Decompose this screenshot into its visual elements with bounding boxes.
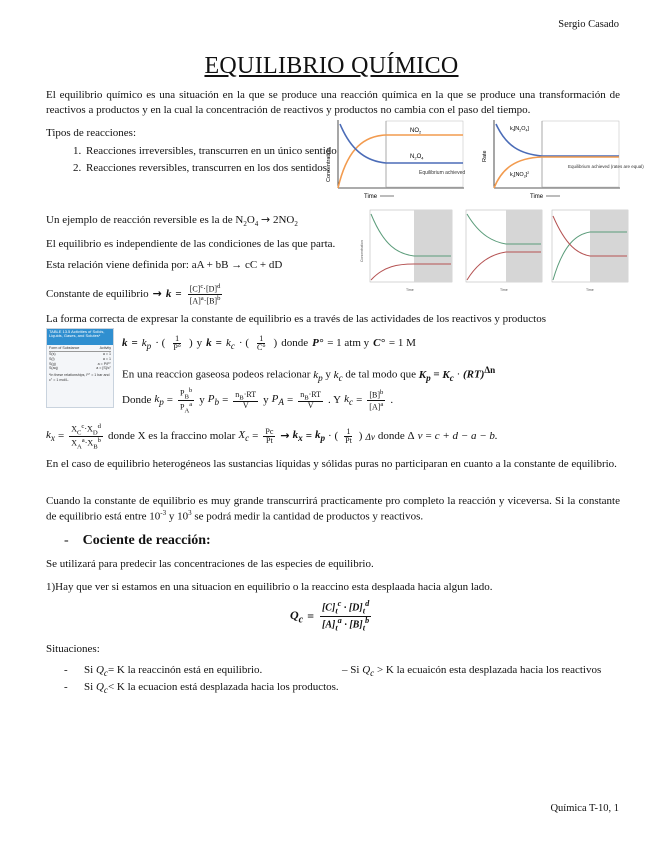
situations-heading: Situaciones: xyxy=(46,643,100,655)
svg-text:Concentration: Concentration xyxy=(360,240,364,262)
equilibrium-label: Equilibrium achieved (rates are equal) xyxy=(568,164,644,169)
equilibrium-constant-formula: Constante de equilibrio → k = $\frac{[C]^c\cdot[D]^d}{[A]^a\cdot[B]^b}$ xyxy=(46,283,221,306)
intro-paragraph: El equilibrio químico es una situación en la que se produce una reacción química en la que se produce una transformación de reactivos a productos y en la cual la concentración de reactivos y productos no cambia con el paso del tiempo. xyxy=(46,89,620,116)
list-item: - Si $Q_c< K$ la ecuacion está desplazada hacia los productos. xyxy=(64,680,624,697)
page-title: EQUILIBRIO QUÍMICO xyxy=(204,53,459,79)
x-axis-label: Time xyxy=(364,194,378,200)
y-axis-label: Concentration xyxy=(326,147,332,182)
list-item: 1. Reacciones irreversibles, transcurren en un único sentido xyxy=(84,144,354,159)
series-label-n2o4: $N_2O_4$ xyxy=(410,154,424,161)
author-name: Sergio Casado xyxy=(558,19,619,30)
svg-text:Time: Time xyxy=(586,288,594,292)
forward-rate-label: $k_f[N_2O_4]$ xyxy=(510,126,529,133)
concentration-plot-2 xyxy=(460,206,544,296)
partial-pressure-formulas: Donde $k_p$ = $\frac{P_B^b}{P_A^a}$ y $P_b$ = $\frac{n_B\cdot RT}{V}$ y $P_A$ = $\frac{n_B\cdot RT}{V}$ . Y $k_c$ = $\frac{[B]^b}{[A]^a}$ . xyxy=(122,387,394,415)
y-axis-label: Rate xyxy=(482,150,488,162)
independence-sentence: El equilibrio es independiente de las condiciones de las que parta. xyxy=(46,238,336,250)
reaction-quotient-formula: $Q_c$ = $\frac{[C]_t^c \cdot [D]_t^d}{[A]_t^a \cdot [B]_t^b}$ xyxy=(290,599,370,633)
list-item: - Si $Q_c= K$ la reaccinón está en equilibrio. xyxy=(64,663,624,680)
molar-fraction-formula: $k_x$ = $\frac{X_C^c\cdot X_D^d}{X_A^a\cdot X_B^b}$ donde X es la fraccino molar $X_c$ = $\frac{Pc}{Pt}$ → $k_x$ = $k_p$ · ( $\frac{1}{Pt}$ ) Δν donde Δ ν = c + d − a − b. xyxy=(46,423,498,451)
gas-relation-sentence: En una reaccion gaseosa podeos relacionar $k_p$ y $k_c$ de tal modo que $K_p = K_c \cdot (RT)^{\Delta n}$ xyxy=(122,365,496,383)
activities-table-image: TABLE 13.5 Activities of Solids, Liquids, Gases, and Solutes* Form of Substance Activity S(s) a = 1 S(l) a = 1 S(g) a = P/P° S(aq) a = [S]/c° *In these relationships, P° = 1 bar and c° = 1 mol/L. xyxy=(46,328,114,408)
check-sentence: 1)Hay que ver si estamos en una situacion en equilibrio o la reaccino esta desplaada hacia algun lado. xyxy=(46,581,493,593)
example-sentence: Un ejemplo de reacción reversible es la de $N_2O_4 \to 2NO_2$ xyxy=(46,213,298,229)
concentration-plot-1 xyxy=(358,206,456,296)
svg-text:Time: Time xyxy=(500,288,508,292)
reaction-types-list xyxy=(66,144,354,178)
rate-time-chart xyxy=(480,118,644,204)
activity-constant-formula: k = $k_p$ · ( $\frac{1}{P^\circ}$ ) y k = $k_c$ · ( $\frac{1}{C^\circ}$ ) donde P° = 1 atm y C° = 1 M xyxy=(122,334,416,353)
usage-sentence: Se utilizará para predecir las concentraciones de las especies de equilibrio. xyxy=(46,558,374,570)
concentration-time-chart xyxy=(324,118,474,204)
activities-sentence: La forma correcta de expresar la constante de equilibrio es a través de las actividades de los reactivos y productos xyxy=(46,313,546,325)
large-constant-paragraph: Cuando la constante de equilibrio es muy grande transcurrirá practicamente pro completo la reacción y viceversa. Si la constante de equilibrio está entre $10^{-3}$ y $10^3$ se podrá medir la cantidad de productos y reactivos. xyxy=(46,495,620,523)
heterogeneous-paragraph: En el caso de equilibrio heterogéneos las sustancias líquidas y sólidas puras no participaran en cuanto a la constante de equilibrio. xyxy=(46,458,617,470)
types-heading: Tipos de reacciones: xyxy=(46,127,137,139)
x-axis-label: Time xyxy=(530,194,544,200)
reverse-rate-label: $k_r[NO_2]^2$ xyxy=(510,171,530,179)
list-item: 2. Reacciones reversibles, transcurren en los dos sentidos. xyxy=(84,161,354,176)
section-heading: - Cociente de reacción: xyxy=(64,533,211,548)
page-footer: Química T-10, 1 xyxy=(550,802,619,814)
situation-right: – Si $Q_c > K$ la ecuaicón esta desplazada hacia los reactivos xyxy=(342,664,602,679)
svg-text:Time: Time xyxy=(406,288,414,292)
relation-sentence: Esta relación viene definida por: aA + bB → cC + dD xyxy=(46,259,283,271)
series-label-no2: $NO_2$ xyxy=(410,128,422,135)
concentration-plot-3 xyxy=(548,206,632,296)
equilibrium-label: Equilibrium achieved xyxy=(419,170,466,176)
